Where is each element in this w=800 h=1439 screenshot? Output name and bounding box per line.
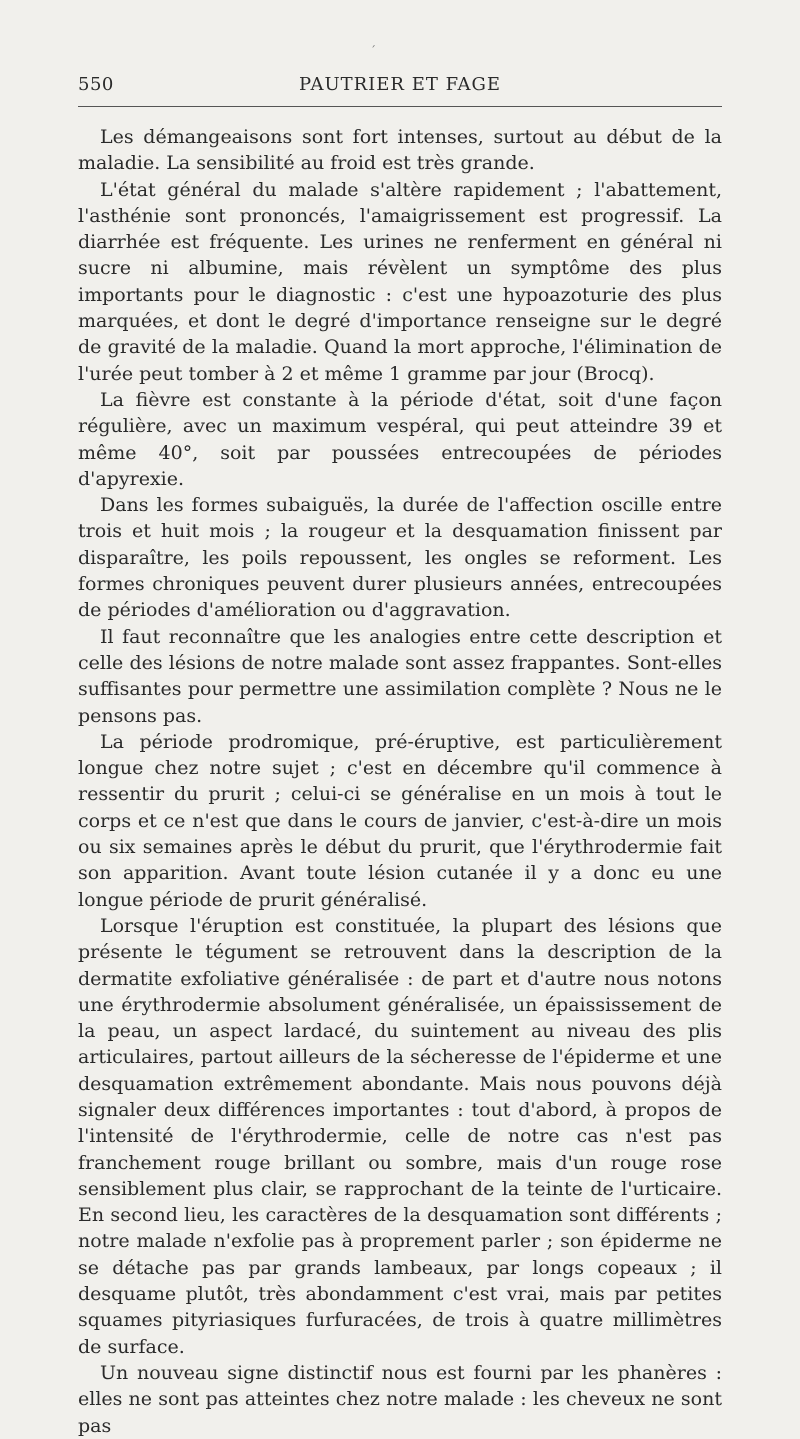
running-title: PAUTRIER ET FAGE [298, 74, 502, 95]
body-text [78, 124, 722, 1439]
paragraph: Lorsque l'éruption est constituée, la plupart des lésions que présente le tégument se retrouvent dans la description de la dermatite exfoliative généralisée : de part et d'autre nous notons une érythrodermie absolument généralisée, un épaississement de la peau, un aspect lardacé, du suintement au niveau des plis articulaires, partout ailleurs de la sécheresse de l'épiderme et une desquamation extrêmement abondante. Mais nous pouvons déjà signaler deux différences importantes : tout d'abord, à propos de l'intensité de l'érythrodermie, celle de notre cas n'est pas franchement rouge brillant ou sombre, mais d'un rouge rose sensiblement plus clair, se rapprochant de la teinte de l'urticaire. En second lieu, les caractères de la desquamation sont différents ; notre malade n'exfolie pas à proprement parler ; son épiderme ne se détache pas par grands lambeaux, par longs copeaux ; il desquame plutôt, très abondamment c'est vrai, mais par petites squames pityriasiques furfuracées, de trois à quatre millimètres de surface. [78, 914, 722, 1358]
paragraph: Il faut reconnaître que les analogies entre cette description et celle des lésions de notre malade sont assez frappantes. Sont-elles suffisantes pour permettre une assimilation complète ? Nous ne le pensons pas. [78, 625, 722, 727]
running-head [78, 70, 722, 100]
paragraph: Un nouveau signe distinctif nous est fourni par les phanères : elles ne sont pas atteintes chez notre malade : les cheveux ne sont pas [78, 1361, 722, 1437]
header-rule [78, 106, 722, 107]
paragraph: Dans les formes subaiguës, la durée de l'affection oscille entre trois et huit mois ; la rougeur et la desquamation finissent par disparaître, les poils repoussent, les ongles se reforment. Les formes chroniques peuvent durer plusieurs années, entrecoupées de périodes d'amélioration ou d'aggravation. [78, 494, 722, 622]
paragraph: Les démangeaisons sont fort intenses, surtout au début de la maladie. La sensibilité au froid est très grande. [78, 126, 722, 175]
paragraph: La période prodromique, pré-éruptive, est particulièrement longue chez notre sujet ; c'est en décembre qu'il commence à ressentir du prurit ; celui-ci se généralise en un mois à tout le corps et ce n'est que dans le cours de janvier, c'est-à-dire un mois ou six semaines après le début du prurit, que l'érythrodermie fait son apparition. Avant toute lésion cutanée il y a donc eu une longue période de prurit généralisé. [78, 730, 722, 911]
margin-mark: ´ [370, 44, 376, 58]
page-number: 550 [78, 74, 114, 95]
paragraph: L'état général du malade s'altère rapidement ; l'abattement, l'asthénie sont prononcés, l'amaigrissement est progressif. La diarrhée est fréquente. Les urines ne renferment en général ni sucre ni albumine, mais révèlent un symptôme des plus importants pour le diagnostic : c'est une hypoazoturie des plus marquées, et dont le degré d'importance renseigne sur le degré de gravité de la maladie. Quand la mort approche, l'élimination de l'urée peut tomber à 2 et même 1 gramme par jour (Brocq). [78, 178, 722, 385]
paragraph: La fièvre est constante à la période d'état, soit d'une façon régulière, avec un maximum vespéral, qui peut atteindre 39 et même 40°, soit par poussées entrecoupées de périodes d'apyrexie. [78, 388, 722, 490]
